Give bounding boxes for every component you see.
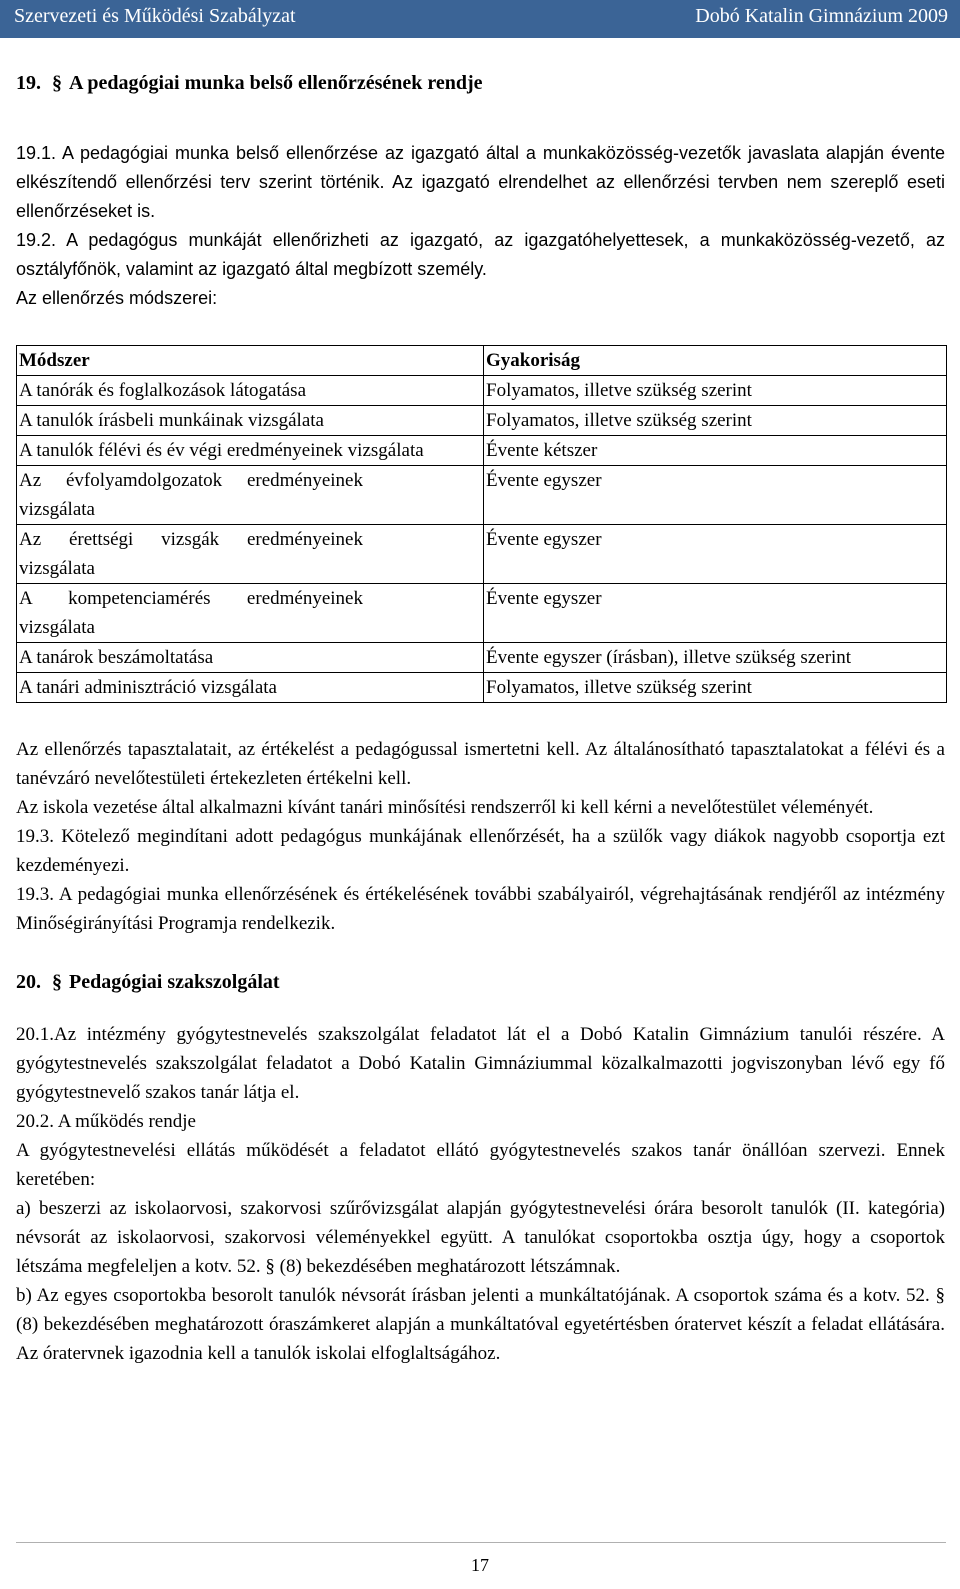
- document-title: Szervezeti és Működési Szabályzat: [14, 5, 296, 27]
- method-cell: Az érettségi vizsgák eredményeinek vizsgálata: [17, 525, 484, 584]
- column-header-frequency: Gyakoriság: [484, 346, 947, 376]
- table-row: [17, 466, 947, 525]
- table-row: [17, 525, 947, 584]
- section-number: 20.: [16, 971, 41, 993]
- frequency-cell: Folyamatos, illetve szükség szerint: [484, 376, 947, 406]
- method-cell: A tanulók félévi és év végi eredményeinek vizsgálata: [17, 436, 484, 466]
- frequency-cell: Évente egyszer: [484, 525, 947, 584]
- page-number: 17: [471, 1555, 489, 1575]
- section-20-heading: [16, 971, 945, 994]
- table-header-row: [17, 346, 947, 376]
- paragraph-a: a) beszerzi az iskolaorvosi, szakorvosi szűrővizsgálat alapján gyógytestnevelési órára besorolt tanulók (II. kategória) névsorát az iskolaorvosi, szakorvosi véleményekkel együtt. A tanulókat csoportokba osztja úgy, hogy a csoportok létszáma megfeleljen a kotv. 52. § (8) bekezdésében meghatározott létszámnak.: [16, 1198, 945, 1277]
- document-body: [16, 72, 945, 1368]
- paragraph-20-1: 20.1.Az intézmény gyógytestnevelés szakszolgálat feladatot lát el a Dobó Katalin Gimnázium tanulói részére. A gyógytestnevelés szakszolgálat feladatot a Dobó Katalin Gimnáziummal közalkalmazotti jogviszonyban lévő egy fő gyógytestnevelő szakos tanár látja el.: [16, 1024, 945, 1103]
- frequency-cell: Évente egyszer: [484, 584, 947, 643]
- table-row: [17, 643, 947, 673]
- paragraph-19-3a: 19.3. Kötelező megindítani adott pedagógus munkájának ellenőrzését, ha a szülők vagy diákok nagyobb csoportja ezt kezdeményezi.: [16, 826, 945, 876]
- paragraph-experience: Az ellenőrzés tapasztalatait, az értékelést a pedagógussal ismertetni kell. Az általánosítható tapasztalatokat a félévi és a tanévzáró nevelőtestületi értekezleten értékelni kell.: [16, 739, 945, 789]
- method-cell: A tanári adminisztráció vizsgálata: [17, 673, 484, 703]
- method-cell: A kompetenciamérés eredményeinek vizsgálata: [17, 584, 484, 643]
- section-sign: §: [52, 72, 62, 94]
- method-cell: Az évfolyamdolgozatok eredményeinek vizsgálata: [17, 466, 484, 525]
- paragraph-operation: A gyógytestnevelési ellátás működését a feladatot ellátó gyógytestnevelés szakos tanár önállóan szervezi. Ennek keretében:: [16, 1140, 945, 1190]
- frequency-cell: Folyamatos, illetve szükség szerint: [484, 406, 947, 436]
- paragraph-19-2: 19.2. A pedagógus munkáját ellenőrizheti az igazgató, az igazgatóhelyettesek, a munkaközösség-vezető, az osztályfőnök, valamint az igazgató által megbízott személy.: [16, 230, 945, 279]
- method-cell: A tanórák és foglalkozások látogatása: [17, 376, 484, 406]
- table-row: [17, 436, 947, 466]
- paragraph-19-3b: 19.3. A pedagógiai munka ellenőrzésének és értékelésének további szabályairól, végrehajtásának rendjéről az intézmény Minőségirányítási Programja rendelkezik.: [16, 884, 945, 934]
- section-title: A pedagógiai munka belső ellenőrzésének rendje: [69, 72, 483, 94]
- method-cell: A tanárok beszámoltatása: [17, 643, 484, 673]
- section-19-heading: [16, 72, 945, 95]
- paragraph-19-1: 19.1. A pedagógiai munka belső ellenőrzése az igazgató által a munkaközösség-vezetők javaslata alapján évente elkészítendő ellenőrzési terv szerint történik. Az igazgató elrendelhet az ellenőrzési tervben nem szereplő eseti ellenőrzéseket is.: [16, 143, 945, 221]
- paragraph-20-2: 20.2. A működés rendje: [16, 1111, 196, 1132]
- table-row: [17, 584, 947, 643]
- section-title: Pedagógiai szakszolgálat: [69, 971, 280, 993]
- frequency-cell: Évente kétszer: [484, 436, 947, 466]
- page-header: [0, 0, 960, 38]
- methods-table: [16, 345, 947, 703]
- frequency-cell: Évente egyszer (írásban), illetve szükség szerint: [484, 643, 947, 673]
- page-footer: [0, 1542, 960, 1589]
- section-sign: §: [52, 971, 62, 993]
- school-name: Dobó Katalin Gimnázium 2009: [695, 5, 948, 27]
- frequency-cell: Folyamatos, illetve szükség szerint: [484, 673, 947, 703]
- table-row: [17, 673, 947, 703]
- table-row: [17, 406, 947, 436]
- frequency-cell: Évente egyszer: [484, 466, 947, 525]
- table-row: [17, 376, 947, 406]
- column-header-method: Módszer: [17, 346, 484, 376]
- method-cell: A tanulók írásbeli munkáinak vizsgálata: [17, 406, 484, 436]
- paragraph-b: b) Az egyes csoportokba besorolt tanulók névsorát írásban jelenti a munkáltatójának. A csoportok száma és a kotv. 52. § (8) bekezdésében meghatározott óraszámkeret alapján a munkáltatóval egyetértésben óratervet készít a feladat ellátására. Az óratervnek igazodnia kell a tanulók iskolai elfoglaltságához.: [16, 1285, 945, 1364]
- paragraph-rating-system: Az iskola vezetése által alkalmazni kívánt tanári minősítési rendszerről ki kell kérni a nevelőtestület véleményét.: [16, 797, 874, 818]
- section-number: 19.: [16, 72, 41, 94]
- footer-divider: [16, 1542, 946, 1543]
- methods-intro: Az ellenőrzés módszerei:: [16, 288, 218, 308]
